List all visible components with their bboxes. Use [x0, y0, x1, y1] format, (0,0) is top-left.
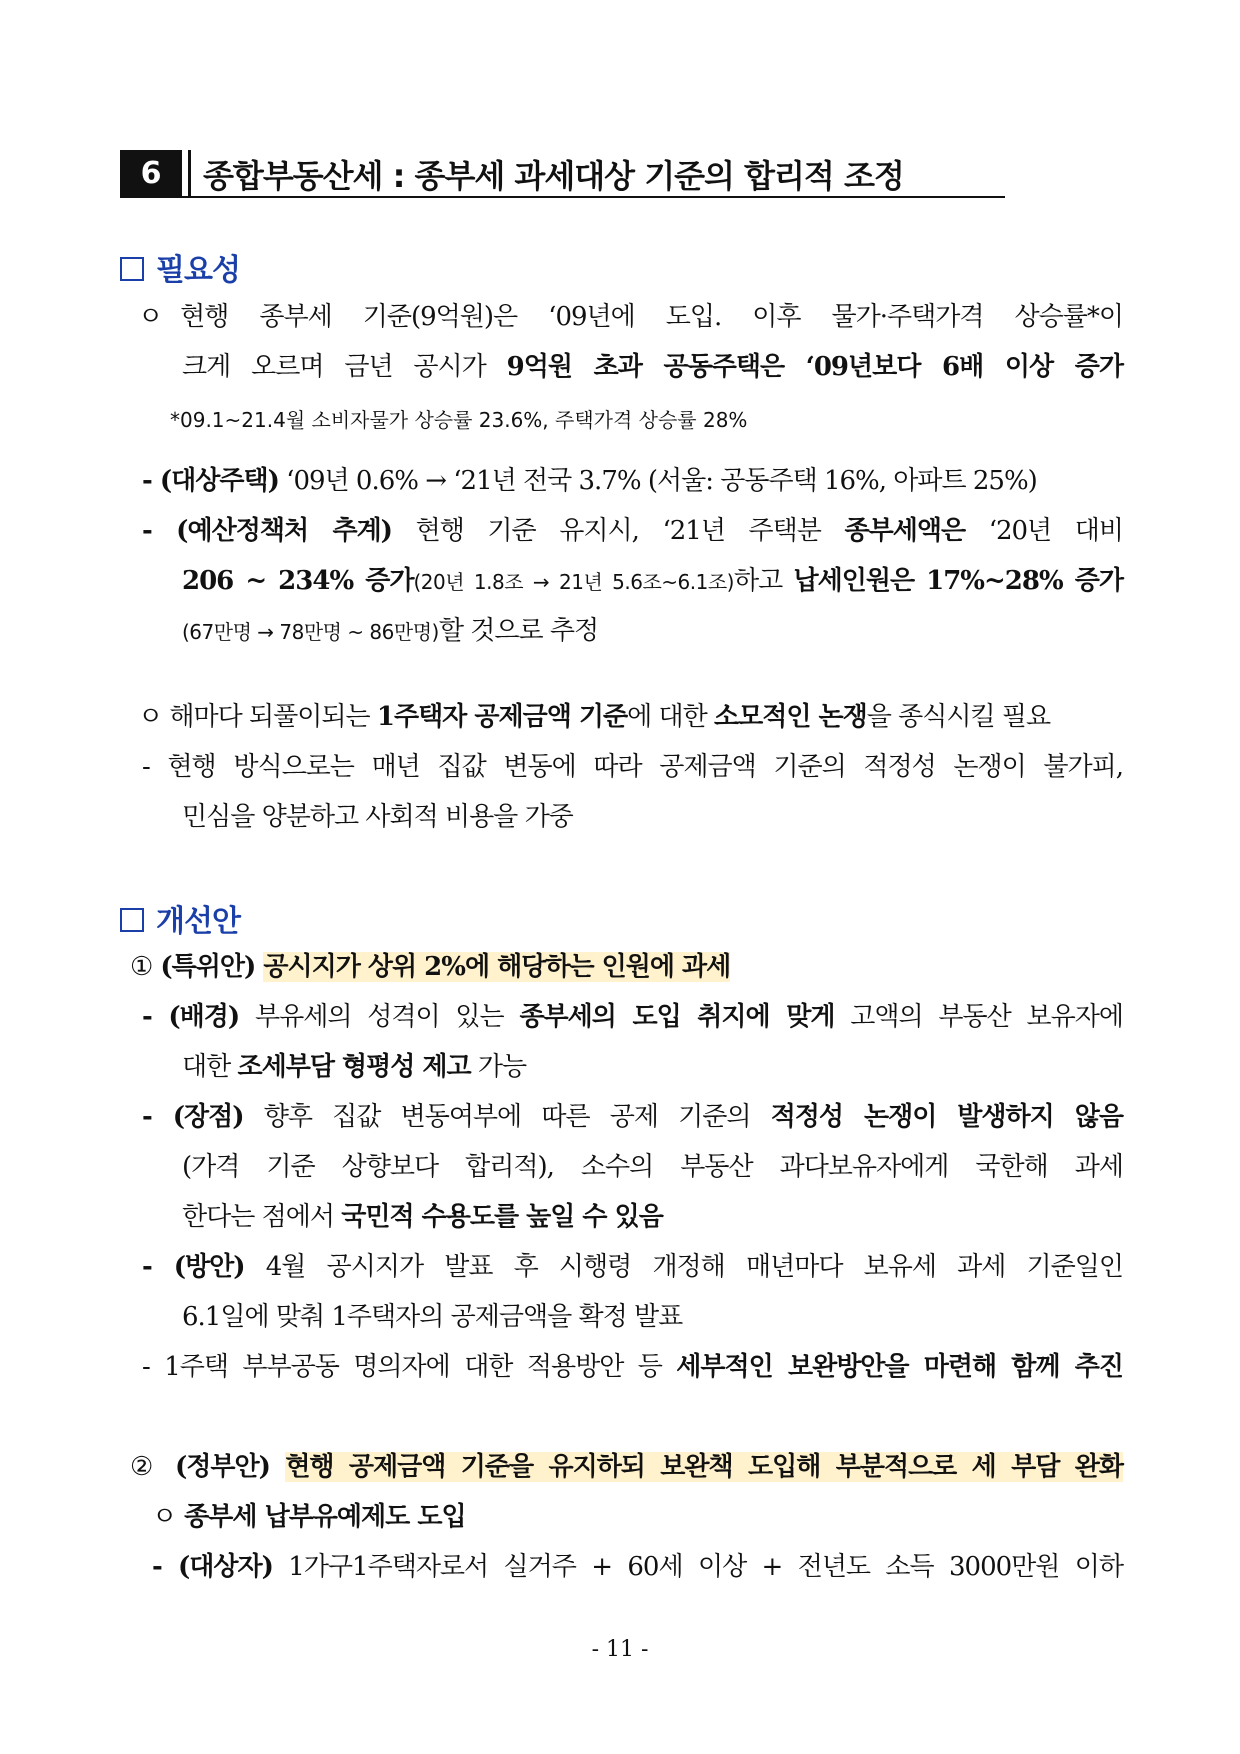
extra-a: - 1주택 부부공동 명의자에 대한 적용방안 등 — [142, 1352, 677, 1382]
option-2-label: (정부안) — [159, 1452, 286, 1482]
bg-a: 부유세의 성격이 있는 — [239, 1002, 520, 1032]
detail-l3-a: (67만명 → 78만명 ~ 86만명) — [182, 620, 439, 644]
detail-l2-a: 206 ~ 234% 증가 — [182, 566, 414, 596]
option-2-highlight: 현행 공제금액 기준을 유지하되 보완책 도입해 부분적으로 세 부담 완화 — [285, 1452, 1123, 1482]
option-1-advantage-line-3 — [182, 1196, 663, 1233]
detail-l2-c: 하고 — [733, 566, 794, 596]
section-number: 6 — [120, 150, 182, 197]
detail-label: - (배경) — [142, 1002, 240, 1032]
option-1-background-line-1 — [142, 996, 1123, 1033]
adv-l3-b: 국민적 수용도를 높일 수 있음 — [341, 1202, 663, 1232]
page-number: - 11 - — [591, 1637, 649, 1662]
detail-text-c: ‘20년 대비 — [965, 516, 1124, 546]
checkbox-square-icon — [120, 257, 144, 281]
section-title-underline — [120, 196, 1005, 198]
para-2-d: 소모적인 논쟁 — [714, 702, 867, 732]
bullet-circle: ㅇ — [152, 1502, 177, 1532]
option-1-number: ① — [130, 952, 153, 982]
option-1-highlight: 공시지가 상위 2%에 해당하는 인원에 과세 — [263, 952, 731, 982]
para-1-line-1 — [138, 296, 1123, 333]
detail-text: ‘09년 0.6% → ‘21년 전국 3.7% (서울: 공동주택 16%, 아파트 25%) — [278, 466, 1037, 496]
detail-text-a: 현행 기준 유지시, ‘21년 주택분 — [392, 516, 845, 546]
option-1-title — [130, 946, 730, 983]
adv-l3-a: 한다는 점에서 — [182, 1202, 342, 1232]
para-1-footnote: *09.1~21.4월 소비자물가 상승률 23.6%, 주택가격 상승률 28% — [170, 408, 748, 432]
detail-label: - (예산정책처 추계) — [142, 516, 392, 546]
para-1-line-2 — [182, 346, 1123, 383]
option-1-advantage-line-1 — [142, 1096, 1123, 1133]
bg-c: 고액의 부동산 보유자에 — [834, 1002, 1123, 1032]
section-number-divider — [182, 150, 191, 197]
para-1-text-2b: 9억원 초과 공동주택은 ‘09년보다 6배 이상 증가 — [506, 352, 1123, 382]
para-2-b: 1주택자 공제금액 기준 — [376, 702, 628, 732]
detail-l3-b: 할 것으로 추정 — [438, 616, 599, 646]
bg-l2-c: 가능 — [470, 1052, 527, 1082]
detail-l2-b: (20년 1.8조 → 21년 5.6조~6.1조) — [413, 570, 734, 594]
para-1-text: 현행 종부세 기준(9억원)은 ‘09년에 도입. 이후 물가·주택가격 상승률*이 — [180, 302, 1123, 332]
detail-budget-line-1 — [142, 510, 1123, 547]
bullet-circle: ㅇ — [138, 702, 163, 732]
heading-plan — [120, 896, 240, 940]
detail-target-housing — [142, 460, 1037, 497]
heading-plan-label: 개선안 — [156, 904, 240, 939]
bg-l2-a: 대한 — [182, 1052, 238, 1082]
detail-budget-line-2 — [182, 560, 1123, 597]
option-2-subpoint — [152, 1496, 466, 1533]
adv-a: 향후 집값 변동여부에 따른 공제 기준의 — [243, 1102, 771, 1132]
extra-b: 세부적인 보완방안을 마련해 함께 추진 — [676, 1352, 1123, 1382]
detail-label: - (방안) — [142, 1252, 245, 1282]
para-2-e: 을 종식시킬 필요 — [866, 702, 1051, 732]
option-2-subpoint-text: 종부세 납부유예제도 도입 — [176, 1502, 466, 1532]
para-2-detail-line-2: 민심을 양분하고 사회적 비용을 가중 — [182, 802, 573, 832]
option-2-target — [152, 1546, 1123, 1583]
option-1-background-line-2 — [182, 1046, 526, 1083]
heading-need-label: 필요성 — [156, 253, 240, 288]
option-1-advantage-line-2: (가격 기준 상향보다 합리적), 소수의 부동산 과다보유자에게 국한해 과세 — [182, 1152, 1123, 1182]
heading-need — [120, 245, 240, 289]
detail-label: - (대상주택) — [142, 466, 279, 496]
bg-l2-b: 조세부담 형평성 제고 — [237, 1052, 471, 1082]
bg-b: 종부세의 도입 취지에 맞게 — [519, 1002, 835, 1032]
para-2-c: 에 대한 — [627, 702, 714, 732]
option-1-method-line-1 — [142, 1246, 1123, 1283]
detail-label: - (장점) — [142, 1102, 244, 1132]
option-1-method-line-2: 6.1일에 맞춰 1주택자의 공제금액을 확정 발표 — [182, 1302, 683, 1332]
para-2-detail-line-1: - 현행 방식으로는 매년 집값 변동에 따라 공제금액 기준의 적정성 논쟁이 불가피, — [142, 752, 1123, 782]
para-2 — [138, 696, 1123, 733]
detail-label: - (대상자) — [152, 1552, 273, 1582]
target-text: 1가구1주택자로서 실거주 + 60세 이상 + 전년도 소득 3000만원 이하 — [272, 1552, 1124, 1582]
para-1-text-2a: 크게 오르며 금년 공시가 — [182, 352, 507, 382]
adv-b: 적정성 논쟁이 발생하지 않음 — [770, 1102, 1123, 1132]
option-1-extra — [142, 1346, 1123, 1383]
option-1-label: (특위안) — [152, 952, 264, 982]
detail-text-b: 종부세액은 — [844, 516, 966, 546]
option-2-title — [130, 1446, 1123, 1483]
detail-l2-d: 납세인원은 17%~28% 증가 — [793, 566, 1123, 596]
section-title: 종합부동산세 : 종부세 과세대상 기준의 합리적 조정 — [203, 157, 904, 195]
para-2-a: 해마다 되풀이되는 — [162, 702, 377, 732]
bullet-circle: ㅇ — [138, 302, 163, 332]
plan-a: 4월 공시지가 발표 후 시행령 개정해 매년마다 보유세 과세 기준일인 — [244, 1252, 1123, 1282]
checkbox-square-icon — [120, 908, 144, 932]
detail-budget-line-3 — [182, 610, 598, 647]
option-2-number: ② — [130, 1452, 160, 1482]
